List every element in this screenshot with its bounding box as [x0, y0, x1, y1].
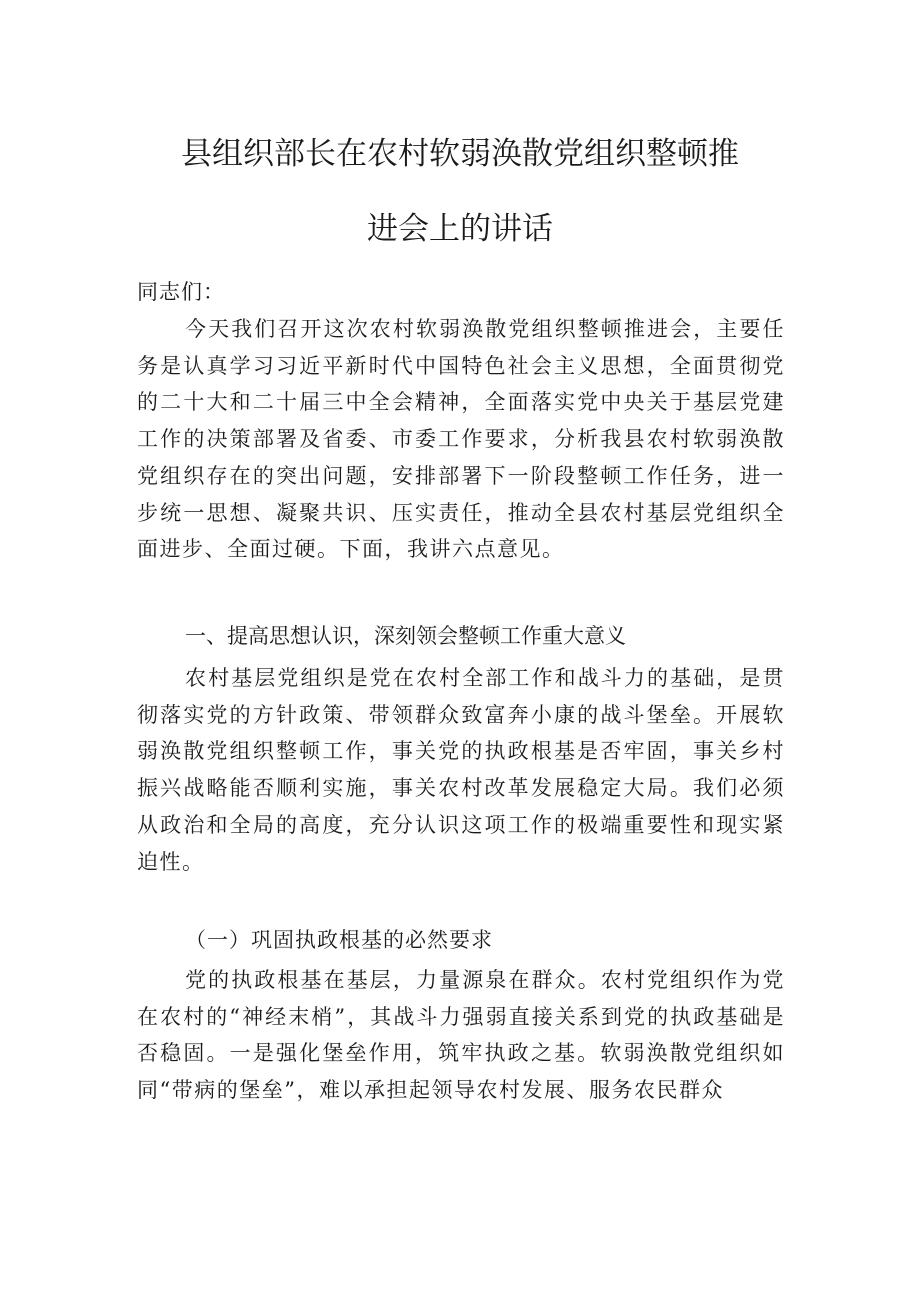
salutation: 同志们： [137, 280, 225, 304]
paragraph-subsection-1: 党的执政根基在基层，力量源泉在群众。农村党组织作为党在农村的“神经末梢”，其战斗力强弱直接关系到党的执政基础是否稳固。一是强化堡垒作用，筑牢执政之基。软弱涣散党组织如同“带病的堡垒”，难以承担起领导农村发展、服务农民群众 [137, 968, 785, 1103]
paragraph-section-1: 农村基层党组织是党在农村全部工作和战斗力的基础，是贯彻落实党的方针政策、带领群众致富奔小康的战斗堡垒。开展软弱涣散党组织整顿工作，事关党的执政根基是否牢固，事关乡村振兴战略能否顺利实施，事关农村改革发展稳定大局。我们必须从政治和全局的高度，充分认识这项工作的极端重要性和现实紧迫性。 [137, 666, 785, 874]
subsection-heading-1: （一）巩固执政根基的必然要求 [185, 928, 493, 952]
document-title-line-1: 县组织部长在农村软弱涣散党组织整顿推 [181, 136, 739, 172]
section-heading-1: 一、提高思想认识，深刻领会整顿工作重大意义 [185, 624, 626, 648]
paragraph-intro: 今天我们召开这次农村软弱涣散党组织整顿推进会，主要任务是认真学习习近平新时代中国特色社会主义思想，全面贯彻党的二十大和二十届三中全会精神，全面落实党中央关于基层党建工作的决策部署及省委、市委工作要求，分析我县农村软弱涣散党组织存在的突出问题，安排部署下一阶段整顿工作任务，进一步统一思想、凝聚共识、压实责任，推动全县农村基层党组织全面进步、全面过硬。下面，我讲六点意见。 [137, 317, 785, 562]
document-title-line-2: 进会上的讲话 [367, 211, 553, 247]
